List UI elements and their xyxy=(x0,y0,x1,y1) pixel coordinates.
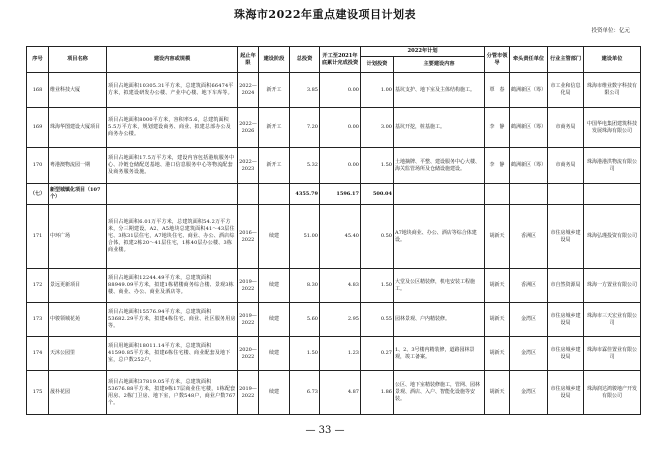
row-cumulative: 1596.17 xyxy=(320,184,361,205)
header-stage: 建设阶段 xyxy=(259,47,290,73)
row-plan: 0.55 xyxy=(361,303,394,337)
row-leader: 胡新天 xyxy=(485,205,510,269)
row-cumulative: 4.87 xyxy=(320,371,361,415)
row-seq: 170 xyxy=(27,148,49,184)
row-seq: 174 xyxy=(27,337,49,371)
row-leader xyxy=(485,184,510,205)
row-cumulative: 4.83 xyxy=(320,269,361,303)
header-name: 项目名称 xyxy=(49,47,107,73)
row-cumulative: 1.23 xyxy=(320,337,361,371)
row-name: 中骏领城花苑 xyxy=(49,303,107,337)
header-years: 起止年限 xyxy=(238,47,259,73)
row-dept: 市自然资源局 xyxy=(548,269,584,303)
row-dept: 市商务局 xyxy=(548,108,584,148)
row-lead-unit: 香洲区 xyxy=(510,205,548,269)
header-builder: 建设单位 xyxy=(584,47,641,73)
row-dept: 市住房城乡建设局 xyxy=(548,337,584,371)
table-row xyxy=(27,337,641,371)
row-stage: 新开工 xyxy=(259,73,290,108)
page-title: 珠海市2022年重点建设项目计划表 xyxy=(233,8,417,21)
row-years: 2019—2022 xyxy=(238,371,259,415)
row-stage: 新开工 xyxy=(259,148,290,184)
row-content xyxy=(107,184,238,205)
row-leader: 胡新天 xyxy=(485,269,510,303)
row-dept: 市住房城乡建设局 xyxy=(548,205,584,269)
project-table xyxy=(26,46,641,415)
row-plan-content: 基坑开挖，桩基施工。 xyxy=(394,108,485,148)
row-plan-content: 土地摘牌、平整、建设服务中心大楼、海关监管场所及仓储设施建设。 xyxy=(394,148,485,184)
header-plan-group: 2022年计划 xyxy=(361,47,485,57)
row-plan: 1.00 xyxy=(361,73,394,108)
row-builder: 珠海市维业数字科技有限公司 xyxy=(584,73,641,108)
row-seq: 173 xyxy=(27,303,49,337)
row-builder xyxy=(584,184,641,205)
header-plan-invest: 计划投资 xyxy=(361,57,394,73)
row-name: 晟朴花园 xyxy=(49,371,107,415)
header-lead-unit: 牵头责任单位 xyxy=(510,47,548,73)
row-years xyxy=(238,184,259,205)
row-plan-content: 大堂及公区精装修，机电安装工程施工。 xyxy=(394,269,485,303)
row-lead-unit: 金湾区 xyxy=(510,371,548,415)
table-row xyxy=(27,303,641,337)
table-row xyxy=(27,73,641,108)
row-seq: 171 xyxy=(27,205,49,269)
row-stage: 续建 xyxy=(259,371,290,415)
row-lead-unit xyxy=(510,184,548,205)
row-seq: 172 xyxy=(27,269,49,303)
row-plan-content: 1、2、3号楼内精装修，道路园林景观，竣工备案。 xyxy=(394,337,485,371)
row-content: 项目占地面积12244.49平方米，总建筑面积88949.09平方米，拟建1栋裙楼商务综合楼、景观3栋楼、商业、办公、商业及酒店等。 xyxy=(107,269,238,303)
row-leader: 李 静 xyxy=(485,108,510,148)
row-name: 中环广场 xyxy=(49,205,107,269)
row-plan: 1.86 xyxy=(361,371,394,415)
row-dept: 市住房城乡建设局 xyxy=(548,371,584,415)
row-seq: 175 xyxy=(27,371,49,415)
row-content: 项目占地面积8000平方米，容积率5.6，总建筑面积5.5万平方米，规划建设商务、商业、拟建总部办公及商务办公楼。 xyxy=(107,108,238,148)
row-stage: 续建 xyxy=(259,303,290,337)
row-plan-content: 公区、地下室精装修施工，管网、园林景观、酒店、入户、智能化设施等安装。 xyxy=(394,371,485,415)
header-total: 总投资 xyxy=(290,47,320,73)
row-content: 项目占地面积6.01万平方米，总建筑面积54.2万平方米，分三期建设。A2、A5地块总建筑面积41～43层住宅、3栋31层住宅，A7地块住宅、商业、办公、酒店综合体，拟建2栋20～41层住宅，1栋40层办公楼、3栋商业楼。 xyxy=(107,205,238,269)
row-cumulative: 2.95 xyxy=(320,303,361,337)
row-stage xyxy=(259,184,290,205)
table-row-category xyxy=(27,184,641,205)
row-plan: 0.27 xyxy=(361,337,394,371)
row-stage: 新开工 xyxy=(259,108,290,148)
row-plan-content xyxy=(394,184,485,205)
row-builder: 中国华电集团建筑科技发展珠海有限公司 xyxy=(584,108,641,148)
row-leader: 胡新天 xyxy=(485,371,510,415)
row-total: 5.60 xyxy=(290,303,320,337)
row-lead-unit: 金湾区 xyxy=(510,303,548,337)
investment-unit: 投资单位：亿元 xyxy=(591,28,630,34)
row-total: 3.85 xyxy=(290,73,320,108)
row-plan: 1.50 xyxy=(361,148,394,184)
header-seq: 序号 xyxy=(27,47,49,73)
row-stage: 续建 xyxy=(259,269,290,303)
row-stage: 续建 xyxy=(259,337,290,371)
row-dept: 市商务局 xyxy=(548,148,584,184)
row-years: 2020—2022 xyxy=(238,337,259,371)
row-name: 粤港澳物流园一期 xyxy=(49,148,107,184)
row-content: 项目用地面积18011.14平方米，总建筑面积41590.85平方米，拟建6栋住宅楼、商业配套及地下室，总户数252户。 xyxy=(107,337,238,371)
row-seq: 168 xyxy=(27,73,49,108)
row-cumulative: 0.00 xyxy=(320,148,361,184)
row-lead-unit: 鹤洲新区（筹） xyxy=(510,148,548,184)
table-row xyxy=(27,148,641,184)
row-total: 5.32 xyxy=(290,148,320,184)
row-years: 2022—2024 xyxy=(238,73,259,108)
row-name: 景远更新项目 xyxy=(49,269,107,303)
page-number: — 33 — xyxy=(305,425,345,436)
row-lead-unit: 鹤洲新区（筹） xyxy=(510,73,548,108)
row-years: 2022—2023 xyxy=(238,148,259,184)
row-plan-content: A7地块商业、办公、酒店等综合体建设。 xyxy=(394,205,485,269)
row-builder: 珠海弘瑾投资有限公司 xyxy=(584,205,641,269)
row-builder: 珠海润达鸿骏地产开发有限公司 xyxy=(584,371,641,415)
row-dept: 市住房城乡建设局 xyxy=(548,303,584,337)
row-leader: 胡新天 xyxy=(485,303,510,337)
row-years: 2016—2022 xyxy=(238,205,259,269)
row-leader: 李 静 xyxy=(485,148,510,184)
table-row xyxy=(27,205,641,269)
header-cumulative: 开工至2021年底累计完成投资 xyxy=(320,47,361,73)
table-body xyxy=(27,73,641,415)
row-plan-content: 基坑支护、地下室及主体结构施工。 xyxy=(394,73,485,108)
row-cumulative: 45.40 xyxy=(320,205,361,269)
header-dept: 行业主管部门 xyxy=(548,47,584,73)
row-cumulative: 0.00 xyxy=(320,108,361,148)
row-total: 4355.79 xyxy=(290,184,320,205)
row-leader: 胡新天 xyxy=(485,337,510,371)
row-lead-unit: 鹤洲新区（筹） xyxy=(510,108,548,148)
row-total: 7.20 xyxy=(290,108,320,148)
row-content: 项目占地面积10305.31平方米，总建筑面积66474平方米，拟建设研发办公楼、产业中心楼、地下车库等。 xyxy=(107,73,238,108)
row-builder: 珠海一方置业有限公司 xyxy=(584,269,641,303)
row-years: 2019—2022 xyxy=(238,303,259,337)
row-years: 2022—2026 xyxy=(238,108,259,148)
table-row xyxy=(27,108,641,148)
row-plan: 0.50 xyxy=(361,205,394,269)
row-builder: 珠海市三天宏业有限公司 xyxy=(584,303,641,337)
row-name: 珠海华图建设大厦项目 xyxy=(49,108,107,148)
row-total: 8.30 xyxy=(290,269,320,303)
table-row xyxy=(27,269,641,303)
row-content: 项目占地面积17.5万平方米，建设内容包括港航服务中心、冷链仓储配送基地、港口信息服务中心等物流配套及商务服务设施。 xyxy=(107,148,238,184)
row-plan: 3.00 xyxy=(361,108,394,148)
row-name: 天沐公园里 xyxy=(49,337,107,371)
row-builder: 珠海港港洪物流有限公司 xyxy=(584,148,641,184)
row-seq: 169 xyxy=(27,108,49,148)
row-name: 新型城镇化项目（107个） xyxy=(49,184,107,205)
row-lead-unit: 香洲区 xyxy=(510,269,548,303)
row-content: 项目占地面积37819.05平方米，总建筑面积53676.88平方米，拟建9栋17层商业住宅楼，1栋配套用房、2栋门卫房、地下室，户数548户，商业户数767个。 xyxy=(107,371,238,415)
header-leader: 分管市领导 xyxy=(485,47,510,73)
row-years: 2019—2022 xyxy=(238,269,259,303)
row-dept: 市工业和信息化局 xyxy=(548,73,584,108)
header-content: 建设内容或规模 xyxy=(107,47,238,73)
row-total: 6.73 xyxy=(290,371,320,415)
row-cumulative: 0.00 xyxy=(320,73,361,108)
row-seq: （七） xyxy=(27,184,49,205)
row-content: 项目占地面积15576.94平方米，总建筑面积53682.29平方米，拟建4栋住宅、商业、社区服务用房等。 xyxy=(107,303,238,337)
row-lead-unit: 金湾区 xyxy=(510,337,548,371)
row-dept xyxy=(548,184,584,205)
row-total: 51.00 xyxy=(290,205,320,269)
row-stage: 续建 xyxy=(259,205,290,269)
row-leader: 覃 春 xyxy=(485,73,510,108)
row-plan: 500.04 xyxy=(361,184,394,205)
row-plan-content: 园林景观、户内精装修。 xyxy=(394,303,485,337)
table-row xyxy=(27,371,641,415)
row-name: 维业科技大厦 xyxy=(49,73,107,108)
row-plan: 1.50 xyxy=(361,269,394,303)
row-builder: 珠海市霖佳置业有限公司 xyxy=(584,337,641,371)
header-plan-content: 主要建设内容 xyxy=(394,57,485,73)
row-total: 1.50 xyxy=(290,337,320,371)
